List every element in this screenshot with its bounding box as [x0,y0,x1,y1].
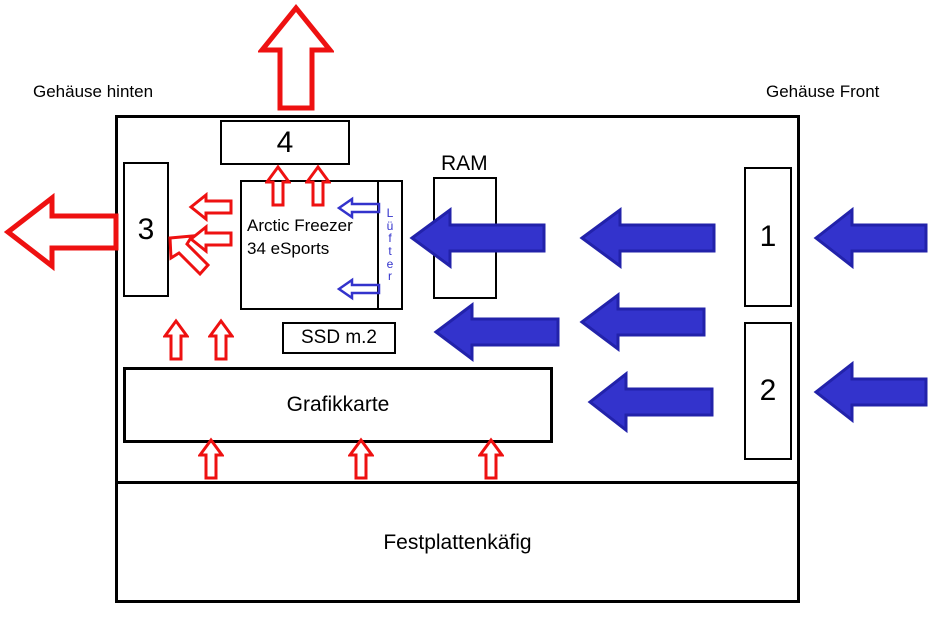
fan-top-4: 4 [220,120,350,165]
gpu-label: Grafikkarte [286,393,390,416]
cpu-cooler-label-line2: 34 eSports [247,238,330,258]
exhaust-arrow-mid-b [208,318,234,362]
ssd-m2: SSD m.2 [282,322,396,354]
cooler-intake-arrow-bottom [336,277,382,301]
exhaust-arrow-rear-diagonal [166,232,212,278]
exhaust-arrow-gpu-b [348,437,374,481]
fan-front-1: 1 [744,167,792,307]
exhaust-arrow-topfan-b [305,164,331,208]
label-case-rear: Gehäuse hinten [33,82,154,101]
exhaust-arrow-gpu-a [198,437,224,481]
intake-arrow-front-top [578,206,718,270]
cpu-cooler-label-line1: Arctic Freezer [247,216,353,235]
label-ram: RAM [441,152,488,175]
exhaust-arrow-topfan-a [265,164,291,208]
cooler-fan-vertical-label: L ü f t e r [386,206,394,284]
intake-arrow-ssd [432,302,562,362]
exhaust-arrow-rear-small-a [188,192,234,222]
fan-rear-3: 3 [123,162,169,297]
intake-arrow-outside-2 [812,360,930,424]
exhaust-arrow-gpu-c [478,437,504,481]
label-case-front: Gehäuse Front [766,82,880,101]
exhaust-arrow-mid-a [163,318,189,362]
exhaust-arrow-top [258,4,334,112]
exhaust-arrow-rear [4,192,120,272]
fan-front-2: 2 [744,322,792,460]
intake-arrow-cpu [408,206,548,270]
intake-arrow-outside-1 [812,206,930,270]
cooler-intake-arrow-top [336,196,382,220]
intake-arrow-gpu [586,370,716,434]
intake-arrow-mid [578,292,708,352]
hdd-cage-label: Festplattenkäfig [383,531,532,554]
cpu-cooler-label [247,215,397,261]
